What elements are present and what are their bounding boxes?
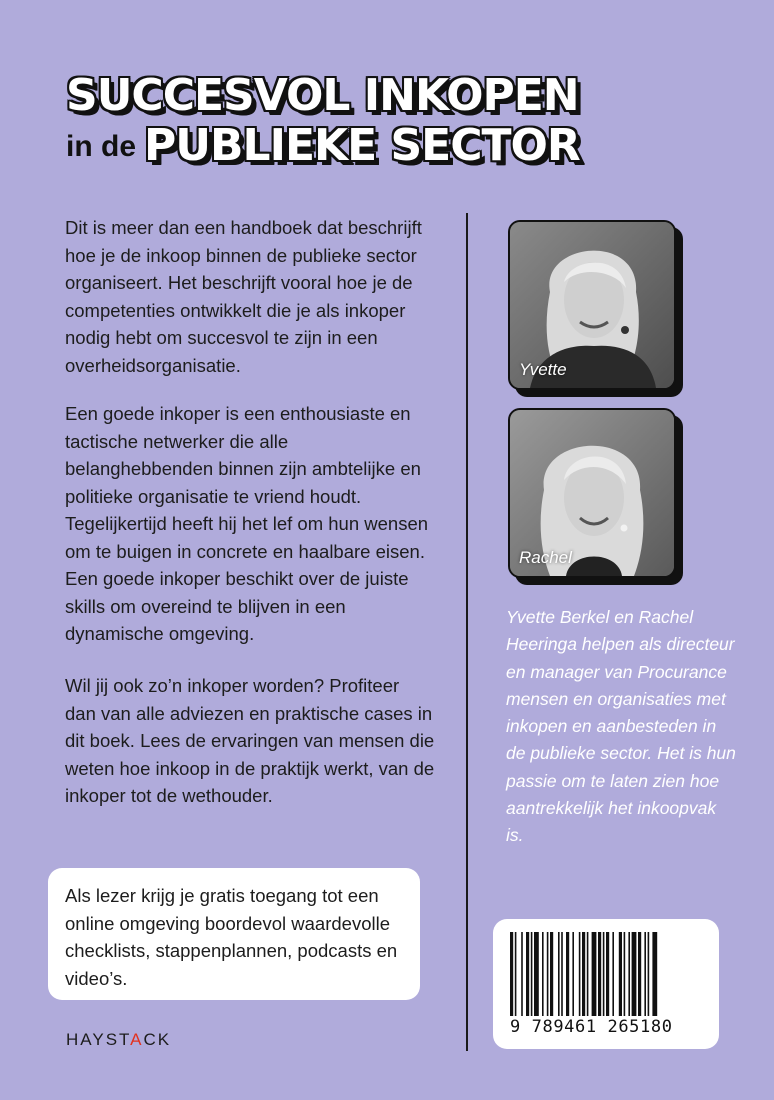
barcode-bar <box>606 932 609 1016</box>
photo-caption-rachel: Rachel <box>519 548 572 567</box>
barcode-bar <box>612 932 614 1016</box>
barcode-bar <box>632 932 637 1016</box>
body-paragraph-1 <box>65 214 435 379</box>
isbn-number: 9 789461 265180 <box>510 1017 673 1037</box>
body-paragraph-3 <box>65 672 435 810</box>
barcode-bar <box>572 932 574 1016</box>
barcode-bars <box>510 932 704 1016</box>
barcode-bar <box>566 932 569 1016</box>
barcode-bar <box>582 932 585 1016</box>
barcode-bar <box>510 932 513 1016</box>
barcode-bar <box>648 932 650 1016</box>
barcode-bar <box>561 932 563 1016</box>
note-text: Als lezer krijg je gratis toegang tot een online omgeving boordevol waardevolle checklists, stappenplannen, podcasts en video’s. <box>65 885 398 989</box>
barcode-bar <box>515 932 517 1016</box>
author-bio: Yvette Berkel en Rachel Heeringa helpen als directeur en manager van Procurance mensen en organisaties met inkopen en aanbesteden in de publieke sector. Het is hun passie om te laten zien hoe aantrekkelijk het inkoopvak is. <box>506 607 736 846</box>
barcode <box>493 919 719 1049</box>
publisher-logo-part1: HAYST <box>66 1030 131 1049</box>
title-line-1: SUCCESVOL INKOPEN <box>66 70 579 121</box>
title-main: PUBLIEKE SECTOR <box>144 120 580 171</box>
barcode-bar <box>547 932 549 1016</box>
paragraph-text: Wil jij ook zo’n inkoper worden? Profiteer dan van alle adviezen en praktische cases in dit boek. Lees de ervaringen van mensen die weten hoe inkoop in de praktijk werkt, van de inkoper tot de wethouder. <box>65 675 435 806</box>
barcode-bar <box>619 932 622 1016</box>
barcode-bar <box>603 932 605 1016</box>
publisher-logo-accent: A <box>130 1030 144 1049</box>
barcode-bar <box>624 932 626 1016</box>
online-access-note <box>48 868 420 1000</box>
photo-caption-yvette: Yvette <box>519 360 567 379</box>
body-paragraph-2 <box>65 400 435 648</box>
barcode-bar <box>592 932 597 1016</box>
title-prefix: in de <box>66 130 137 163</box>
barcode-bar <box>534 932 539 1016</box>
barcode-bar <box>558 932 560 1016</box>
author-photo-yvette <box>508 220 676 390</box>
barcode-bar <box>550 932 553 1016</box>
publisher-logo-part2: CK <box>143 1030 172 1049</box>
barcode-bar <box>652 932 657 1016</box>
barcode-bar <box>598 932 601 1016</box>
barcode-bar <box>628 932 630 1016</box>
barcode-bar <box>644 932 646 1016</box>
barcode-bar <box>579 932 581 1016</box>
title-line-2 <box>66 120 580 171</box>
publisher-logo <box>66 1030 171 1050</box>
paragraph-text: Dit is meer dan een handboek dat beschrijft hoe je de inkoop binnen de publieke sector organiseert. Het beschrijft vooral hoe je de competenties ontwikkelt die je als inkoper nodig hebt om succesvol te zijn in een overheidsorganisatie. <box>65 217 422 376</box>
barcode-bar <box>531 932 533 1016</box>
barcode-bar <box>587 932 589 1016</box>
barcode-bar <box>521 932 523 1016</box>
barcode-bar <box>638 932 641 1016</box>
barcode-bar <box>542 932 544 1016</box>
column-divider <box>466 213 468 1051</box>
author-photo-rachel <box>508 408 676 578</box>
barcode-bar <box>526 932 529 1016</box>
paragraph-text: Een goede inkoper is een enthousiaste en tactische netwerker die alle belanghebbenden binnen zijn ambtelijke en politieke organisatie te vriend houdt. Tegelijkertijd heeft hij het lef om hun wensen om te buigen in concrete en haalbare eisen. Een goede inkoper beschikt over de juiste skills om overeind te blijven in een dynamische omgeving. <box>65 403 429 644</box>
